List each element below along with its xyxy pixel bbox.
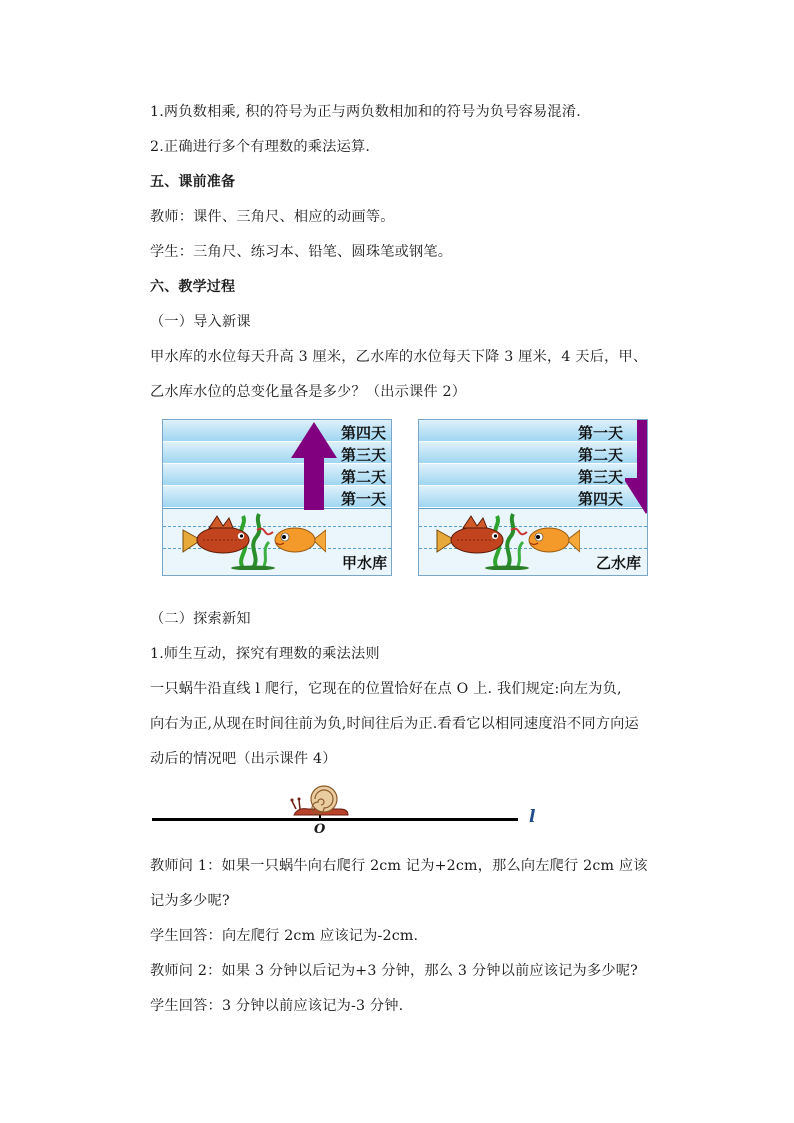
section-heading-6: 六、教学过程 bbox=[150, 279, 236, 295]
red-fish-icon bbox=[183, 516, 249, 553]
teacher-question-1-line-2: 记为多少呢? bbox=[150, 893, 230, 909]
student-answer-2: 学生回答：3 分钟以前应该记为-3 分钟. bbox=[150, 998, 404, 1014]
day-label: 第四天 bbox=[577, 490, 623, 508]
day-label: 第一天 bbox=[577, 424, 623, 442]
day-label: 第三天 bbox=[577, 468, 623, 486]
reservoir-jia-figure bbox=[162, 419, 392, 576]
paragraph-2-line-3: 动后的情况吧（出示课件 4） bbox=[150, 751, 337, 767]
text-line-rule: 1.师生互动，探究有理数的乘法法则 bbox=[150, 646, 380, 662]
reservoir-name: 甲水库 bbox=[341, 554, 387, 572]
text-line-2: 2.正确进行多个有理数的乘法运算. bbox=[150, 139, 371, 155]
paragraph-1-line-2: 乙水库水位的总变化量各是多少？（出示课件 2） bbox=[150, 384, 467, 400]
up-arrow-icon bbox=[289, 420, 339, 510]
red-fish-icon bbox=[437, 516, 503, 553]
day-label: 第三天 bbox=[340, 446, 386, 464]
day-label: 第四天 bbox=[340, 424, 386, 442]
teacher-question-2: 教师问 2：如果 3 分钟以后记为+3 分钟，那么 3 分钟以前应该记为多少呢? bbox=[150, 963, 638, 979]
subsection-heading-2: （二）探索新知 bbox=[150, 611, 251, 627]
orange-fish-icon bbox=[275, 528, 326, 552]
reservoir-name: 乙水库 bbox=[595, 554, 641, 572]
snail-number-line-figure bbox=[150, 780, 550, 840]
reservoir-yi-figure bbox=[418, 419, 648, 576]
paragraph-2-line-1: 一只蜗牛沿直线 l 爬行，它现在的位置恰好在点 O 上. 我们规定:向左为负, bbox=[150, 681, 622, 697]
fish-and-seaweed-image bbox=[435, 512, 580, 570]
orange-fish-icon bbox=[529, 528, 580, 552]
snail-icon bbox=[290, 783, 352, 819]
subsection-heading-1: （一）导入新课 bbox=[150, 314, 251, 330]
day-label: 第一天 bbox=[340, 490, 386, 508]
day-label: 第二天 bbox=[340, 468, 386, 486]
down-arrow-icon bbox=[625, 420, 648, 516]
day-label: 第二天 bbox=[577, 446, 623, 464]
text-line-student: 学生：三角尺、练习本、铅笔、圆珠笔或钢笔。 bbox=[150, 244, 453, 260]
line-label: l bbox=[529, 807, 536, 827]
fish-and-seaweed-image bbox=[181, 512, 326, 570]
text-line-1: 1.两负数相乘, 积的符号为正与两负数相加和的符号为负号容易混淆. bbox=[150, 104, 581, 120]
student-answer-1: 学生回答：向左爬行 2cm 应该记为-2cm. bbox=[150, 928, 419, 944]
paragraph-1-line-1: 甲水库的水位每天升高 3 厘米，乙水库的水位每天下降 3 厘米，4 天后，甲、 bbox=[150, 349, 648, 365]
teacher-question-1-line-1: 教师问 1：如果一只蜗牛向右爬行 2cm 记为+2cm，那么向左爬行 2cm 应该 bbox=[150, 858, 648, 874]
origin-label: O bbox=[314, 822, 326, 837]
text-line-teacher: 教师：课件、三角尺、相应的动画等。 bbox=[150, 209, 395, 225]
paragraph-2-line-2: 向右为正,从现在时间往前为负,时间往后为正.看看它以相同速度沿不同方向运 bbox=[150, 716, 639, 732]
section-heading-5: 五、课前准备 bbox=[150, 174, 236, 190]
